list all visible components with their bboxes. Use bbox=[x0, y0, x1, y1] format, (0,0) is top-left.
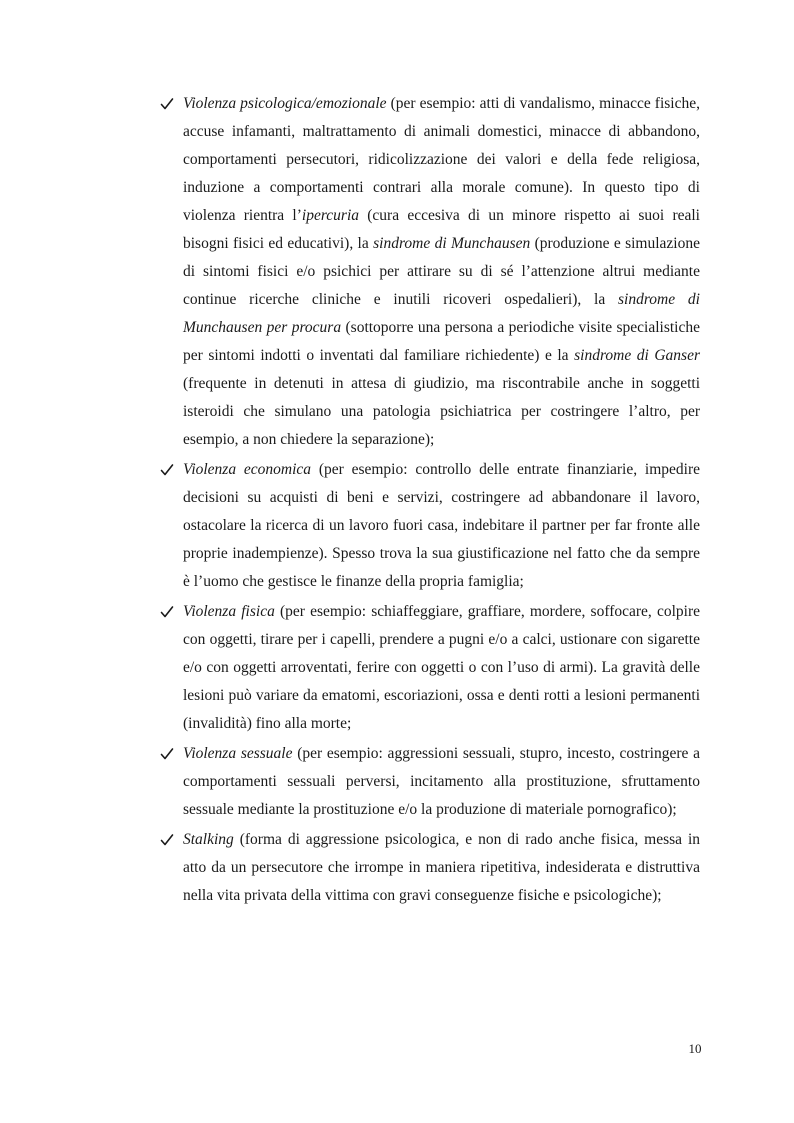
list-item-text bbox=[183, 740, 700, 824]
list-item bbox=[160, 456, 700, 596]
text-segment: (cura eccesiva di un minore rispetto ai suoi reali bisogni fisici ed educativi), la bbox=[183, 207, 700, 252]
list-item bbox=[160, 740, 700, 824]
list-item-text bbox=[183, 598, 700, 738]
list-item-text bbox=[183, 90, 700, 454]
list-item bbox=[160, 90, 700, 454]
text-segment: (forma di aggressione psicologica, e non di rado anche fisica, messa in atto da un persecutore che irrompe in maniera ripetitiva, indesiderata e distruttiva nella vita privata della vittima con gravi conseguenze fisiche e psicologiche); bbox=[183, 831, 700, 904]
term-violenza-sessuale: Violenza sessuale bbox=[183, 745, 293, 762]
checkmark-icon bbox=[160, 747, 174, 761]
term-munchausen-per-procura: sindrome di Munchausen per procura bbox=[183, 291, 700, 336]
term-ipercuria: ipercuria bbox=[301, 207, 360, 224]
bullet-list bbox=[160, 90, 700, 910]
text-segment: (sottoporre una persona a periodiche visite specialistiche per sintomi indotti o inventati dal familiare richiedente) e la bbox=[183, 319, 700, 364]
list-item bbox=[160, 598, 700, 738]
term-violenza-economica: Violenza economica bbox=[183, 461, 312, 478]
text-segment: (produzione e simulazione di sintomi fisici e/o psichici per attirare su di sé l’attenzione altrui mediante continue ricerche cliniche e inutili ricoveri ospedalieri), la bbox=[183, 235, 700, 308]
page-number: 10 bbox=[688, 1041, 702, 1056]
page-content bbox=[160, 90, 700, 912]
term-sindrome-ganser: sindrome di Ganser bbox=[574, 347, 700, 364]
term-sindrome-munchausen: sindrome di Munchausen bbox=[373, 235, 531, 252]
checkmark-icon bbox=[160, 463, 174, 477]
checkmark-icon bbox=[160, 97, 174, 111]
checkmark-icon bbox=[160, 605, 174, 619]
term-violenza-psicologica: Violenza psicologica/emozionale bbox=[183, 95, 387, 112]
text-segment: (per esempio: controllo delle entrate finanziarie, impedire decisioni su acquisti di beni e servizi, costringere ad abbandonare il lavoro, ostacolare la ricerca di un lavoro fuori casa, indebitare il partner per far fronte alle proprie inadempienze). Spesso trova la sua giustificazione nel fatto che da sempre è l’uomo che gestisce le finanze della propria famiglia; bbox=[183, 461, 700, 590]
text-segment: (per esempio: aggressioni sessuali, stupro, incesto, costringere a comportamenti sessuali perversi, incitamento alla prostituzione, sfruttamento sessuale mediante la prostituzione e/o la produzione di materiale pornografico); bbox=[183, 745, 700, 818]
term-violenza-fisica: Violenza fisica bbox=[183, 603, 275, 620]
list-item-text bbox=[183, 456, 700, 596]
text-segment: (per esempio: schiaffeggiare, graffiare, mordere, soffocare, colpire con oggetti, tirare per i capelli, prendere a pugni e/o a calci, ustionare con sigarette e/o con oggetti arroventati, ferire con oggetti o con l’uso di armi). La gravità delle lesioni può variare da ematomi, escoriazioni, ossa e denti rotti a lesioni permanenti (invalidità) fino alla morte; bbox=[183, 603, 700, 732]
term-stalking: Stalking bbox=[183, 831, 234, 848]
list-item-text bbox=[183, 826, 700, 910]
text-segment: (per esempio: atti di vandalismo, minacce fisiche, accuse infamanti, maltrattamento di animali domestici, minacce di abbandono, comportamenti persecutori, ridicolizzazione dei valori e della fede religiosa, induzione a comportamenti contrari alla morale comune). In questo tipo di violenza rientra l’ bbox=[183, 95, 700, 224]
checkmark-icon bbox=[160, 833, 174, 847]
text-segment: (frequente in detenuti in attesa di giudizio, ma riscontrabile anche in soggetti isteroidi che simulano una patologia psichiatrica per costringere l’altro, per esempio, a non chiedere la separazione); bbox=[183, 375, 700, 448]
list-item bbox=[160, 826, 700, 910]
